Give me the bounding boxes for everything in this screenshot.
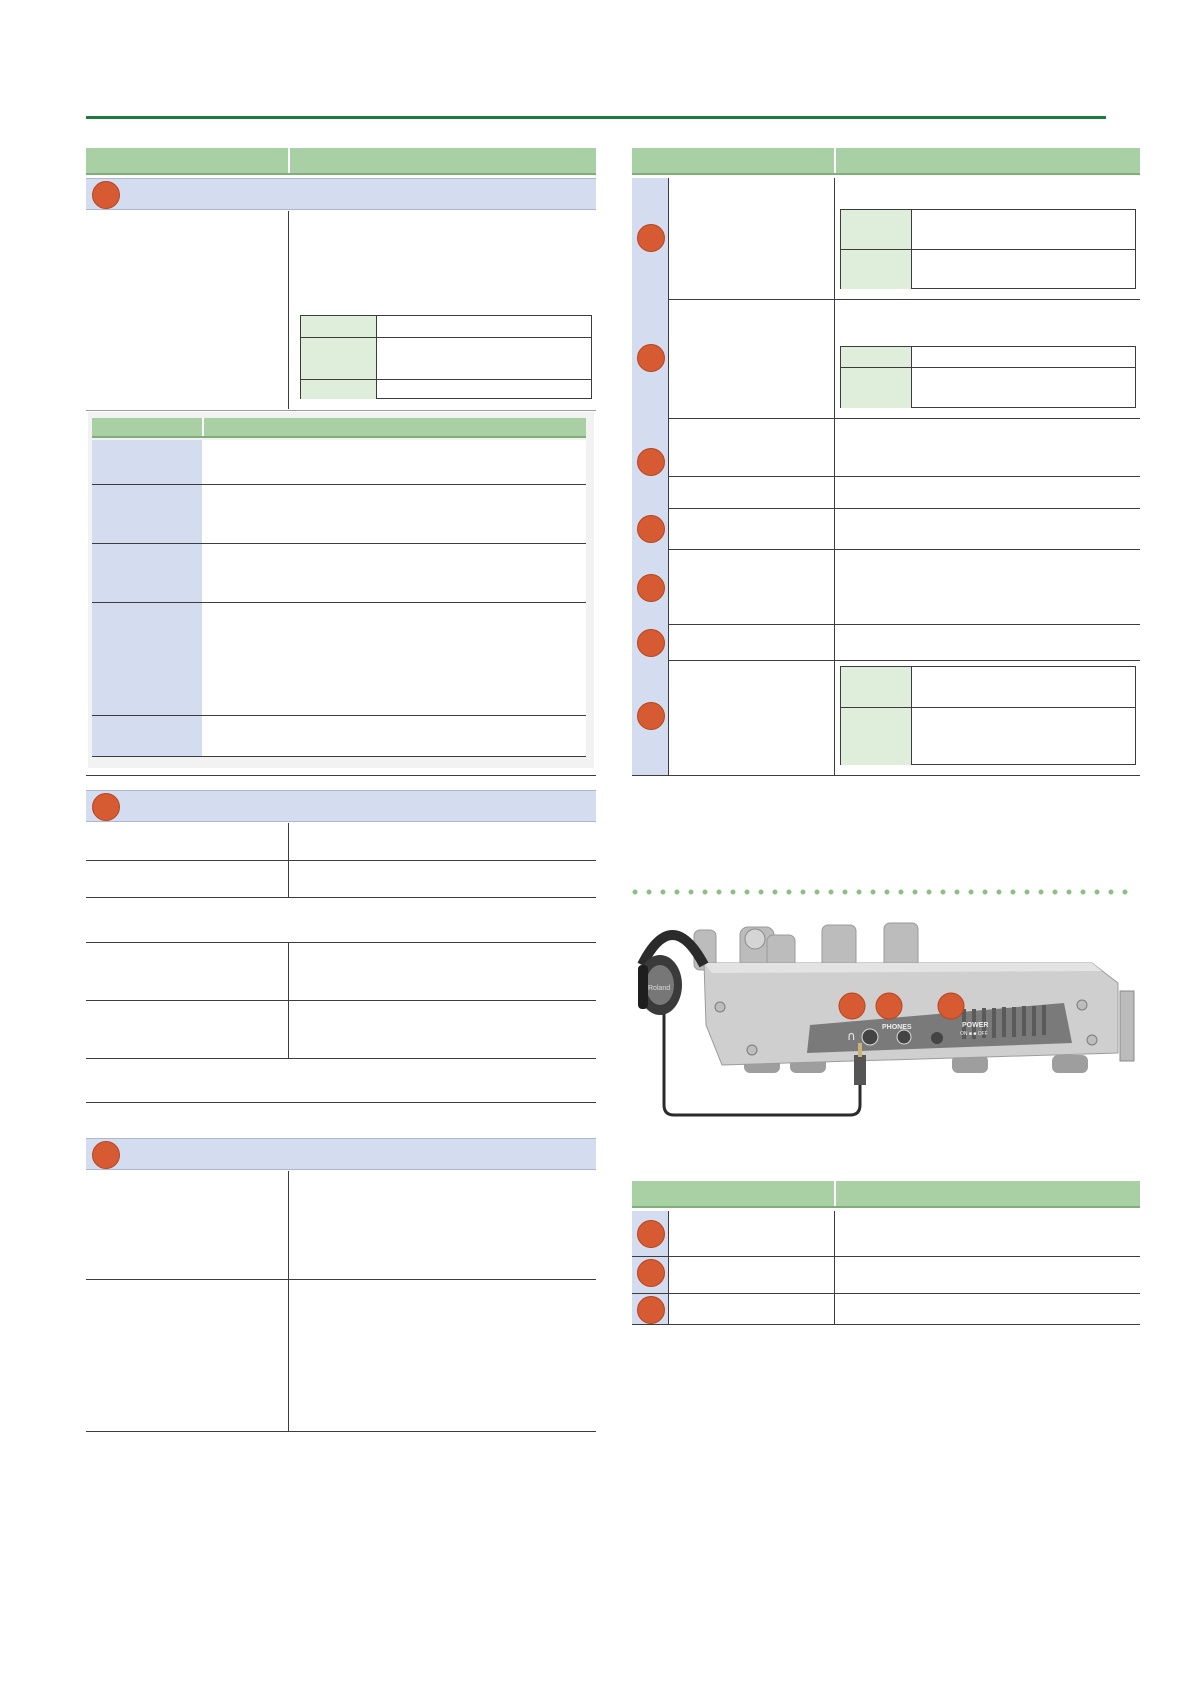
right-table-2 xyxy=(632,1181,1140,1331)
power-label: POWER xyxy=(962,1022,989,1029)
number-badge xyxy=(92,181,120,209)
left-table-1 xyxy=(86,148,596,776)
section-bar xyxy=(86,178,596,210)
option-box xyxy=(840,346,1136,408)
left-table-2 xyxy=(86,790,596,1110)
number-badge xyxy=(637,448,665,476)
number-badge xyxy=(637,702,665,730)
number-badge xyxy=(637,574,665,602)
left-table-3 xyxy=(86,1138,596,1438)
device-illustration xyxy=(632,905,1140,1135)
headphone-icon: ∩ xyxy=(847,1029,856,1043)
number-badge xyxy=(637,224,665,252)
number-badge xyxy=(637,344,665,372)
section-bar xyxy=(86,1138,596,1170)
number-badge xyxy=(637,1220,665,1248)
number-badge xyxy=(92,1141,120,1169)
section-bar xyxy=(86,790,596,822)
dotted-divider xyxy=(628,889,1136,895)
number-badge xyxy=(637,629,665,657)
sub-table xyxy=(88,412,594,768)
number-badge xyxy=(637,1259,665,1287)
number-badge xyxy=(92,793,120,821)
table-header xyxy=(632,148,1140,175)
right-table-1 xyxy=(632,148,1140,780)
table-header xyxy=(632,1181,1140,1208)
svg-text:Roland: Roland xyxy=(648,985,671,992)
phones-label: PHONES xyxy=(882,1024,912,1031)
number-badge xyxy=(637,1296,665,1324)
option-box xyxy=(300,315,592,399)
svg-text:ON ■ ■ OFF: ON ■ ■ OFF xyxy=(960,1031,988,1037)
table-header xyxy=(86,148,596,175)
number-badge xyxy=(637,515,665,543)
header-rule xyxy=(86,116,1106,119)
option-box xyxy=(840,209,1136,289)
option-box xyxy=(840,666,1136,765)
